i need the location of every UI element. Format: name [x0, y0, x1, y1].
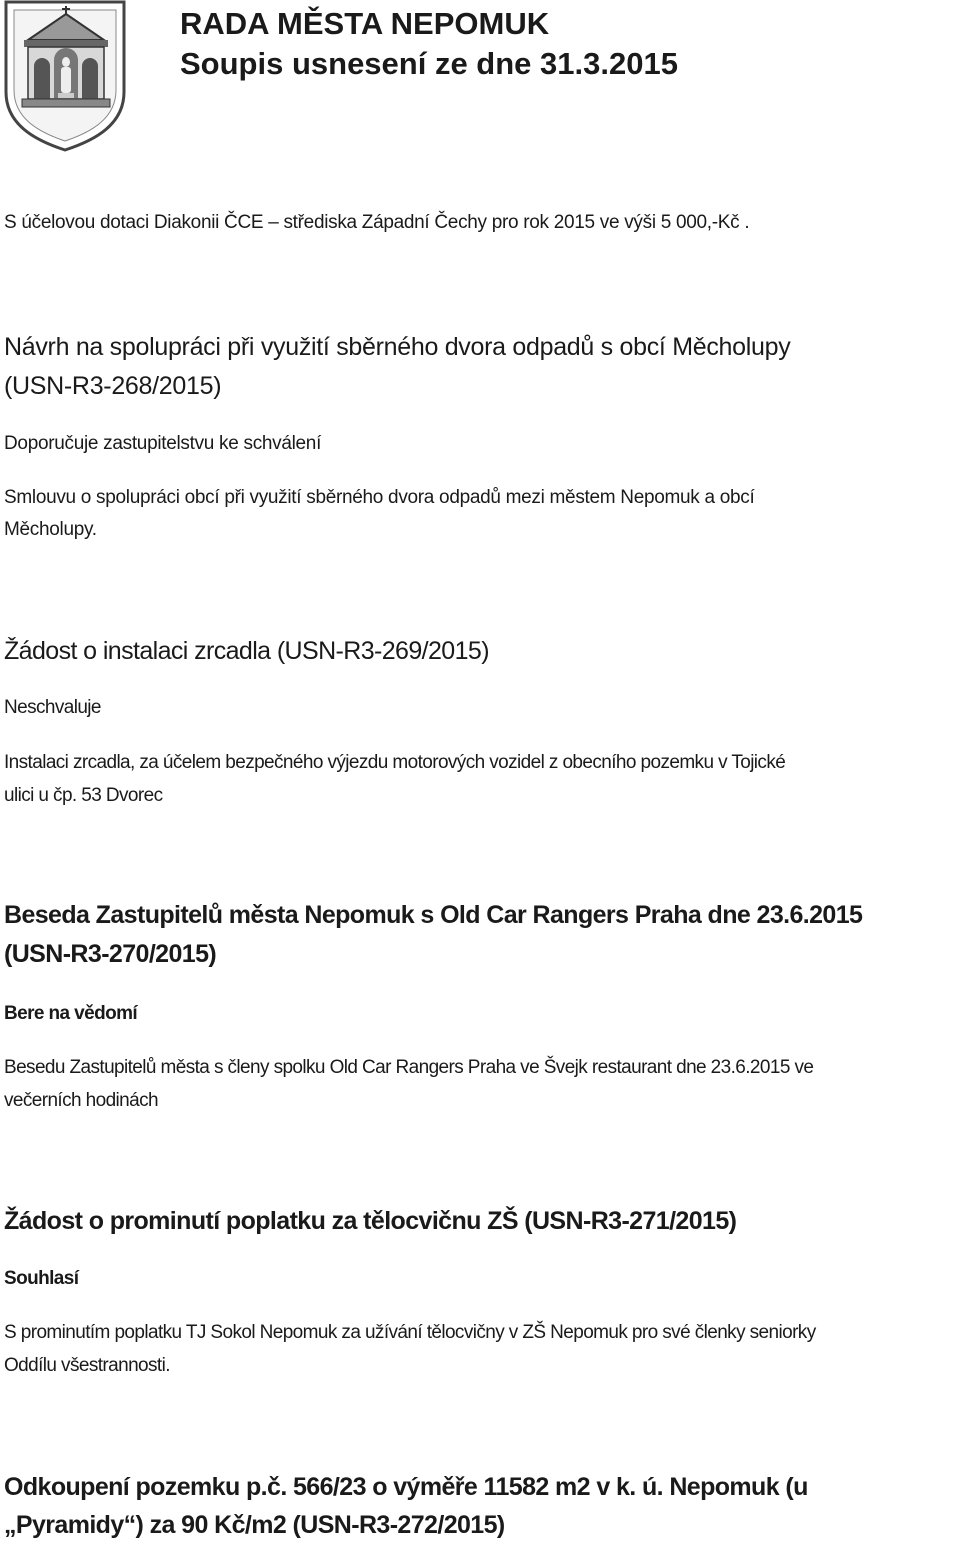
resolution-decision: Neschvaluje [4, 697, 101, 718]
resolution-body-line-2: Měcholupy. [4, 519, 97, 540]
resolution-body-line-1: Smlouvu o spolupráci obcí při využití sběrného dvora odpadů mezi městem Nepomuk a obcí [4, 487, 755, 508]
resolution-heading-line-1: Beseda Zastupitelů města Nepomuk s Old Car Rangers Praha dne 23.6.2015 [4, 901, 863, 929]
resolution-decision: Bere na vědomí [4, 1003, 138, 1024]
resolution-heading-line-2: (USN-R3-270/2015) [4, 940, 217, 968]
resolution-body-line-1: Instalaci zrcadla, za účelem bezpečného výjezdu motorových vozidel z obecního pozemku v Tojické [4, 752, 786, 773]
resolution-body-line-1: S prominutím poplatku TJ Sokol Nepomuk za užívání tělocvičny v ZŠ Nepomuk pro své členky seniorky [4, 1322, 816, 1343]
resolution-body-line-2: ulici u čp. 53 Dvorec [4, 785, 163, 806]
resolution-heading-line-2: „Pyramidy“) za 90 Kč/m2 (USN-R3-272/2015) [4, 1511, 505, 1539]
resolution-heading-line-1: Žádost o instalaci zrcadla (USN-R3-269/2015) [4, 637, 489, 665]
resolution-body-line-2: večerních hodinách [4, 1090, 158, 1111]
page-title [180, 4, 678, 84]
town-crest-icon [0, 0, 128, 152]
title-line-1: RADA MĚSTA NEPOMUK [180, 6, 550, 41]
resolution-body-line-2: Oddílu všestrannosti. [4, 1355, 170, 1376]
resolution-heading-line-2: (USN-R3-268/2015) [4, 372, 222, 400]
resolution-heading-line-1: Žádost o prominutí poplatku za tělocvičnu ZŠ (USN-R3-271/2015) [4, 1207, 737, 1235]
resolution-heading-line-1: Návrh na spolupráci při využití sběrného dvora odpadů s obcí Měcholupy [4, 333, 791, 361]
resolution-body-line-1: Besedu Zastupitelů města s členy spolku Old Car Rangers Praha ve Švejk restaurant dne 23.6.2015 ve [4, 1057, 814, 1078]
resolution-decision: Souhlasí [4, 1268, 79, 1289]
title-line-2: Soupis usnesení ze dne 31.3.2015 [180, 46, 678, 81]
intro-paragraph: S účelovou dotaci Diakonii ČCE – střediska Západní Čechy pro rok 2015 ve výši 5 000,-Kč . [4, 212, 750, 233]
resolution-decision: Doporučuje zastupitelstvu ke schválení [4, 433, 322, 454]
resolution-heading-line-1: Odkoupení pozemku p.č. 566/23 o výměře 11582 m2 v k. ú. Nepomuk (u [4, 1473, 808, 1501]
